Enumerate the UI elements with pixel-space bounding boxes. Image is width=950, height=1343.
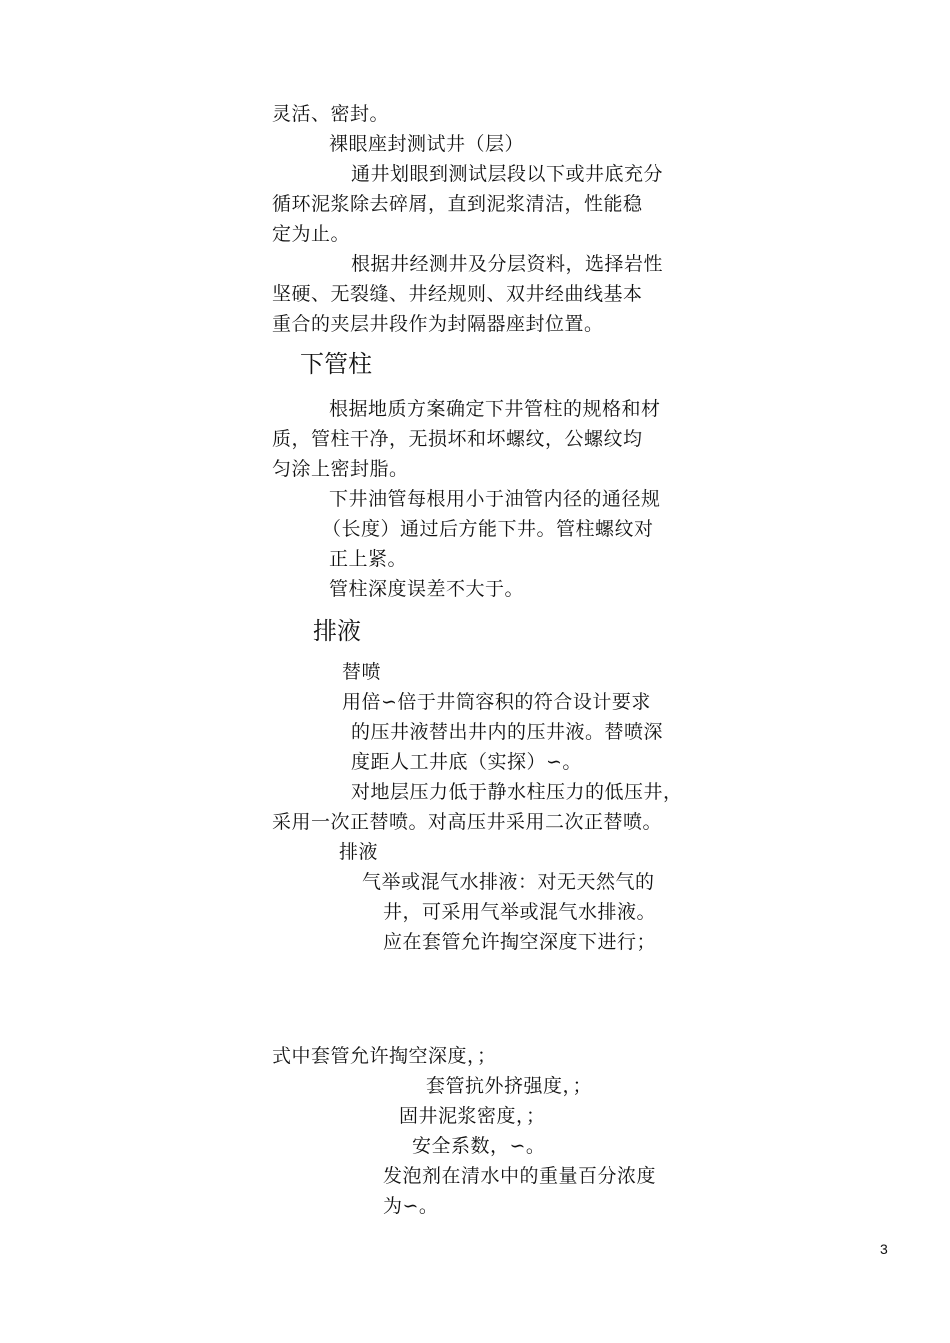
text-line: （长度）通过后方能下井。管柱螺纹对 [322,518,654,540]
text-line: 采用一次正替喷。对高压井采用二次正替喷。 [272,811,663,833]
text-line: 应在套管允许掏空深度下进行； [383,931,657,953]
text-line: 灵活、密封。 [272,103,390,125]
text-line: 匀涂上密封脂。 [272,458,409,480]
text-line: 套管抗外挤强度，； [426,1075,593,1097]
text-line: 对地层压力低于静水柱压力的低压井， [351,781,683,803]
page-number: 3 [880,1241,888,1257]
text-line: 正上紧。 [329,548,408,570]
text-line: 管柱深度误差不大于。 [329,578,525,600]
text-line: 定为止。 [272,223,351,245]
text-line: 式中套管允许掏空深度，； [272,1045,497,1067]
text-line: 固井泥浆密度，； [399,1105,546,1127]
text-line: 排液 [339,841,379,863]
text-line: 井，可采用气举或混气水排液。 [383,901,657,923]
text-line: 发泡剂在清水中的重量百分浓度 [383,1165,657,1187]
text-line: 通井划眼到测试层段以下或井底充分 [351,163,664,185]
text-line: 为∽。 [383,1195,439,1217]
text-line: 安全系数，∽。 [412,1135,546,1157]
text-line: 质，管柱干净，无损坏和坏螺纹，公螺纹均 [272,428,643,450]
section-heading: 下管柱 [300,350,372,378]
text-line: 用倍∽倍于井筒容积的符合设计要求 [342,691,651,713]
text-line: 裸眼座封测试井（层） [329,133,525,155]
text-line: 循环泥浆除去碎屑，直到泥浆清洁，性能稳 [272,193,643,215]
text-line: 替喷 [342,661,382,683]
text-line: 度距人工井底（实探）∽。 [351,751,582,773]
text-line: 下井油管每根用小于油管内径的通径规 [329,488,661,510]
text-line: 气举或混气水排液：对无天然气的 [362,871,655,893]
text-line: 根据地质方案确定下井管柱的规格和材 [329,398,661,420]
text-line: 根据井经测井及分层资料，选择岩性 [351,253,664,275]
text-line: 重合的夹层井段作为封隔器座封位置。 [272,313,604,335]
text-line: 的压井液替出井内的压井液。替喷深 [351,721,664,743]
section-heading: 排液 [313,617,361,645]
text-line: 坚硬、无裂缝、井经规则、双井经曲线基本 [272,283,643,305]
